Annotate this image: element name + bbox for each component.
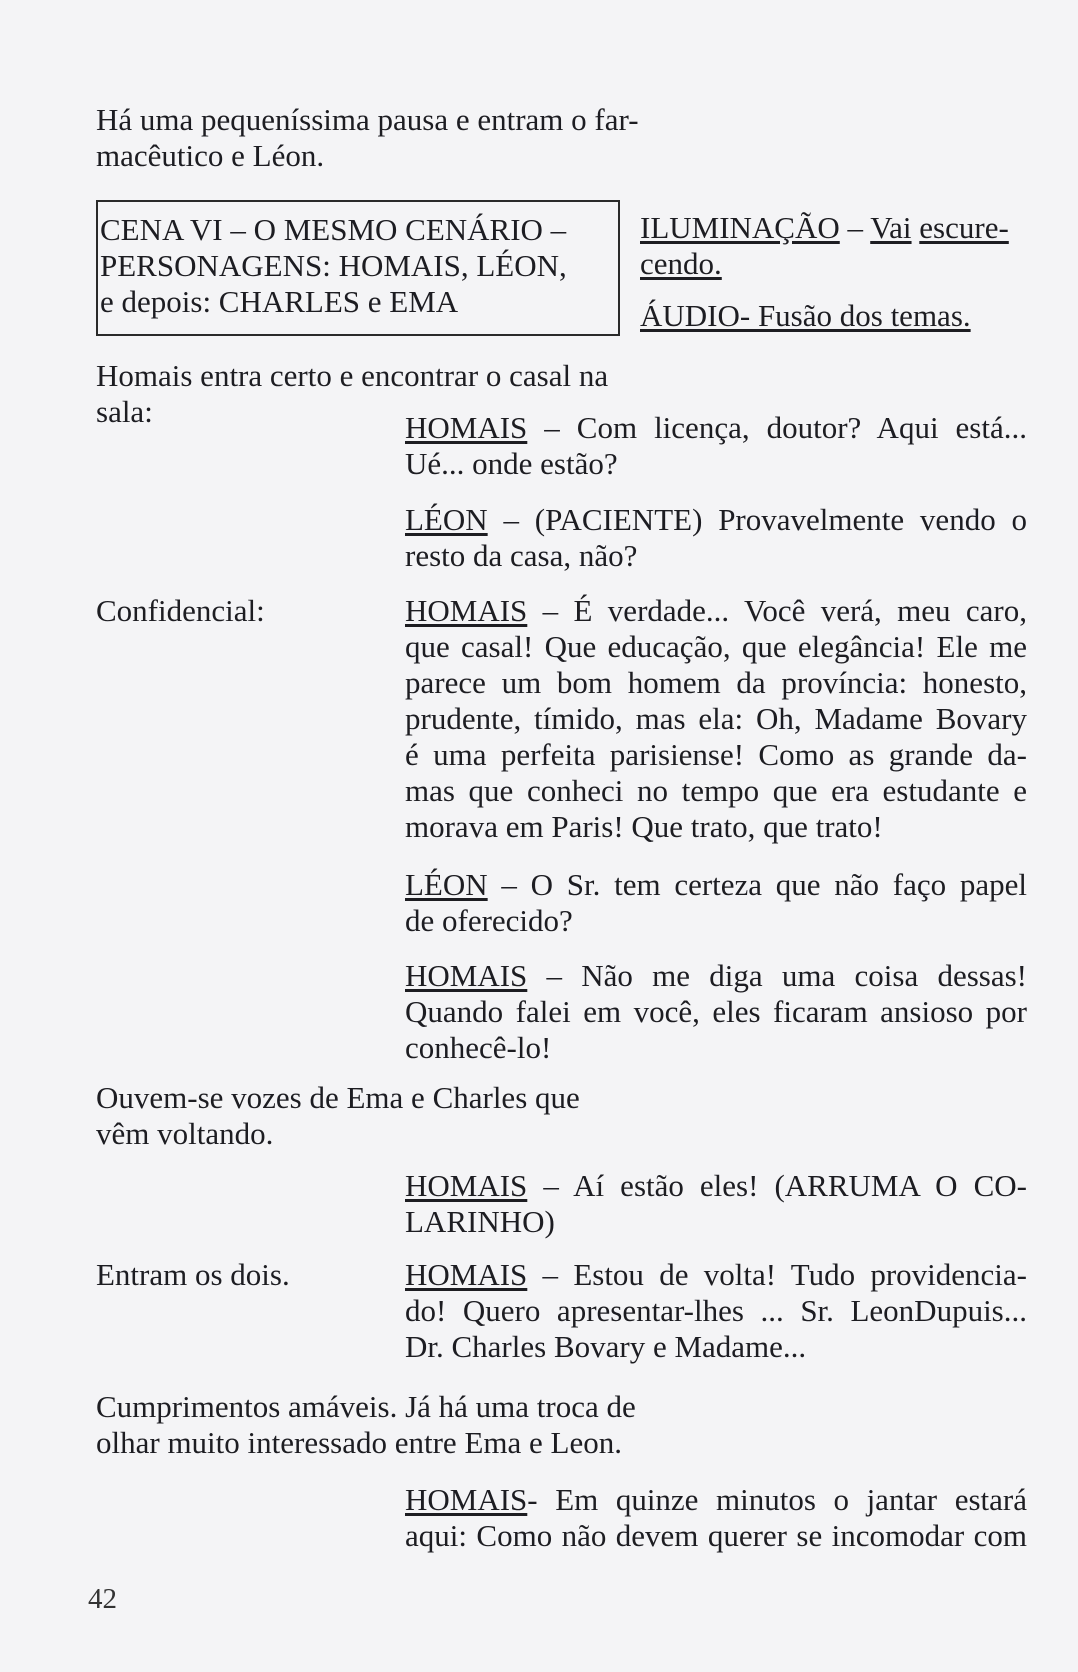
stage-direction-enter-two: Entram os dois.	[96, 1257, 290, 1292]
dialogue-homais-2: HOMAIS – É verdade... Você verá, meu caro, que casal! Que educação, que elegância! Ele me parece um bom homem da província: honesto, prudente, tímido, mas ela: Oh, Madame Bovary é uma perfeita parisiense! Como as grande da- mas que conheci no tempo que era estudante e morava em Paris! Que trato, que trato!	[405, 593, 1027, 844]
audio-note: ÁUDIO- Fusão dos temas.	[640, 298, 971, 333]
intro-stage-direction: Há uma pequeníssima pausa e entram o far- macêutico e Léon.	[96, 102, 639, 173]
dialogue-homais-3: HOMAIS – Não me diga uma coisa dessas! Quando falei em você, eles ficaram ansioso por conhecê-lo!	[405, 958, 1027, 1065]
stage-direction-greetings: Cumprimentos amáveis. Já há uma troca de olhar muito interessado entre Ema e Leon.	[96, 1389, 636, 1460]
scene-heading-box: CENA VI – O MESMO CENÁRIO – PERSONAGENS: HOMAIS, LÉON, e depois: CHARLES e EMA	[96, 200, 620, 336]
lighting-note: ILUMINAÇÃO – Vai escure- cendo.	[640, 210, 1009, 281]
dialogue-homais-1: HOMAIS – Com licença, doutor? Aqui está... Ué... onde estão?	[405, 410, 1027, 481]
page-number: 42	[88, 1583, 117, 1615]
dialogue-leon-2: LÉON – O Sr. tem certeza que não faço papel de oferecido?	[405, 867, 1027, 938]
stage-direction-voices: Ouvem-se vozes de Ema e Charles que vêm voltando.	[96, 1080, 580, 1151]
dialogue-homais-6: HOMAIS- Em quinze minutos o jantar estará aqui: Como não devem querer se incomodar com	[405, 1482, 1027, 1553]
stage-direction-homais-enters: Homais entra certo e encontrar o casal na sala:	[96, 358, 609, 429]
dialogue-homais-5: HOMAIS – Estou de volta! Tudo providencia- do! Quero apresentar-lhes ... Sr. LeonDupuis... Dr. Charles Bovary e Madame...	[405, 1257, 1027, 1364]
dialogue-leon-1: LÉON – (PACIENTE) Provavelmente vendo o resto da casa, não?	[405, 502, 1027, 573]
dialogue-homais-4: HOMAIS – Aí estão eles! (ARRUMA O CO- LARINHO)	[405, 1168, 1027, 1239]
stage-direction-confidencial: Confidencial:	[96, 593, 265, 628]
